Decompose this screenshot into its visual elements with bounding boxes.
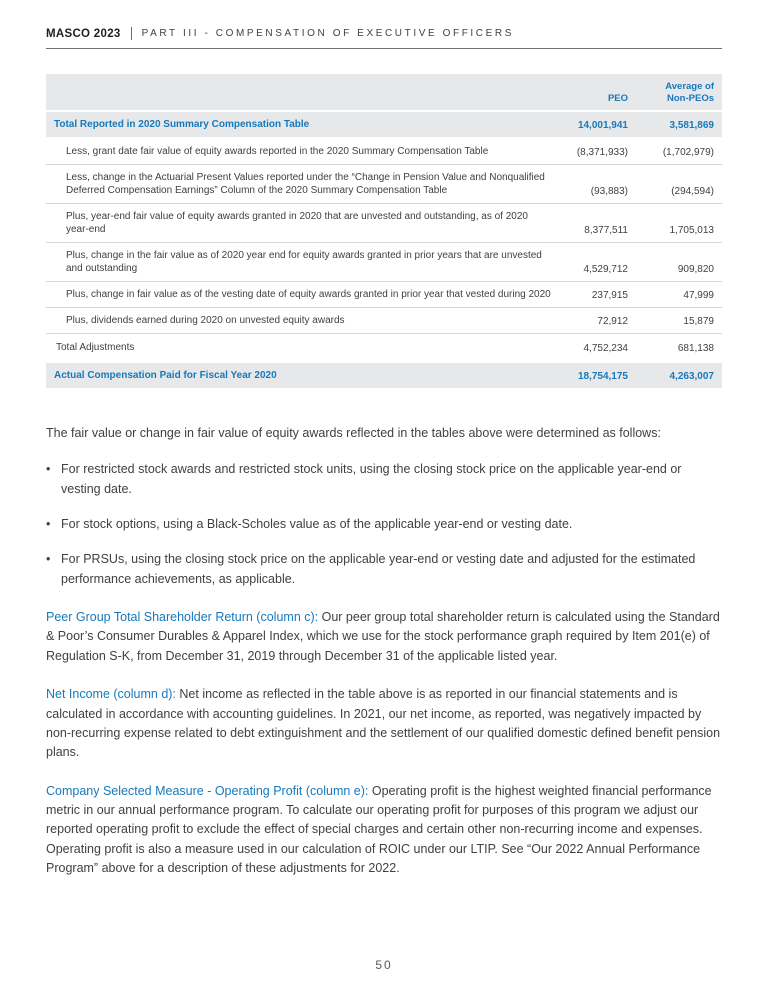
table-row xyxy=(46,307,722,333)
row-label: Total Adjustments xyxy=(46,333,560,362)
column-header-non-peo: Average of Non-PEOs xyxy=(636,74,722,111)
table-header-row xyxy=(46,74,722,111)
running-header xyxy=(46,27,722,49)
brand-text: MASCO 2023 xyxy=(46,27,121,40)
row-label: Plus, dividends earned during 2020 on unvested equity awards xyxy=(46,307,560,333)
bullet-text: For restricted stock awards and restricted stock units, using the closing stock price on the applicable year-end or vesting date. xyxy=(61,462,682,496)
row-peo-value: 4,529,712 xyxy=(560,242,636,281)
row-non-peo-value: 681,138 xyxy=(636,333,722,362)
paragraph-text: Net income as reflected in the table above is as reported in our financial statements and is calculated in accordance with accounting guidelines. In 2021, our net income, as reported, was negatively impacted by non-recurring expense related to debt extinguishment and the settlement of our qualified domestic defined benefit pension plans. xyxy=(46,687,721,760)
row-peo-value: 8,377,511 xyxy=(560,203,636,242)
column-header-blank xyxy=(46,74,560,111)
row-non-peo-value: (294,594) xyxy=(636,164,722,203)
row-non-peo-value: (1,702,979) xyxy=(636,138,722,165)
row-label: Less, grant date fair value of equity awards reported in the 2020 Summary Compensation Table xyxy=(46,138,560,165)
paragraph xyxy=(46,608,722,666)
row-peo-value: 18,754,175 xyxy=(560,362,636,389)
row-label: Plus, change in fair value as of the vesting date of equity awards granted in prior year that vested during 2020 xyxy=(46,281,560,307)
row-non-peo-value: 15,879 xyxy=(636,307,722,333)
column-header-peo: PEO xyxy=(560,74,636,111)
bullet-icon: • xyxy=(46,552,51,567)
bullet-icon: • xyxy=(46,516,51,531)
bullet-icon: • xyxy=(46,462,51,477)
row-peo-value: 4,752,234 xyxy=(560,333,636,362)
paragraph xyxy=(46,685,722,763)
intro-paragraph: The fair value or change in fair value of equity awards reflected in the tables above were determined as follows: xyxy=(46,425,661,440)
paragraph-lead: Peer Group Total Shareholder Return (column c): xyxy=(46,610,319,624)
bullet-text: For PRSUs, using the closing stock price on the applicable year-end or vesting date and adjusted for the estimated performance achievements, as applicable. xyxy=(61,552,696,586)
compensation-table xyxy=(46,74,722,390)
paragraph-lead: Net Income (column d): xyxy=(46,687,176,702)
page-number: 50 xyxy=(375,958,393,972)
row-non-peo-value: 4,263,007 xyxy=(636,362,722,389)
row-non-peo-value: 1,705,013 xyxy=(636,203,722,242)
row-peo-value: 237,915 xyxy=(560,281,636,307)
bullet-text: For stock options, using a Black-Scholes value as of the applicable year-end or vesting date. xyxy=(61,516,573,531)
header-divider xyxy=(131,27,132,40)
table-row xyxy=(46,242,722,281)
paragraph-lead: Company Selected Measure - Operating Profit (column e): xyxy=(46,783,369,798)
row-peo-value: (8,371,933) xyxy=(560,138,636,165)
table-row xyxy=(46,138,722,165)
table-row xyxy=(46,362,722,389)
table-row xyxy=(46,281,722,307)
row-peo-value: (93,883) xyxy=(560,164,636,203)
row-label: Actual Compensation Paid for Fiscal Year 2020 xyxy=(46,362,560,389)
table-row xyxy=(46,111,722,138)
row-peo-value: 14,001,941 xyxy=(560,111,636,138)
page-footer xyxy=(0,956,768,974)
paragraph-text: Our peer group total shareholder return is calculated using the Standard & Poor’s Consumer Durables & Apparel Index, which we use for the stock performance graph required by Item 201(e) of Regulation S-K, from December 31, 2019 through December 31 of the applicable listed year. xyxy=(46,610,720,663)
table-row xyxy=(46,333,722,362)
row-label: Total Reported in 2020 Summary Compensation Table xyxy=(46,111,560,138)
row-label: Less, change in the Actuarial Present Values reported under the “Change in Pension Value and Nonqualified Deferred Compensation Earnings” Column of the 2020 Summary Compensation Table xyxy=(46,164,560,203)
table-row xyxy=(46,164,722,203)
body-copy xyxy=(46,424,722,879)
row-label: Plus, year-end fair value of equity awards granted in 2020 that are unvested and outstanding, as of 2020 year-end xyxy=(46,203,560,242)
bullet-item xyxy=(46,460,722,499)
bullet-item xyxy=(46,515,722,534)
section-title: PART III - COMPENSATION OF EXECUTIVE OFFICERS xyxy=(141,28,514,39)
row-non-peo-value: 3,581,869 xyxy=(636,111,722,138)
row-peo-value: 72,912 xyxy=(560,307,636,333)
table-row xyxy=(46,203,722,242)
row-non-peo-value: 47,999 xyxy=(636,281,722,307)
row-label: Plus, change in the fair value as of 2020 year end for equity awards granted in prior years that are unvested and outstanding xyxy=(46,242,560,281)
bullet-list xyxy=(46,460,722,589)
row-non-peo-value: 909,820 xyxy=(636,242,722,281)
bullet-item xyxy=(46,550,722,589)
paragraph xyxy=(46,782,722,879)
paragraph-text: Operating profit is the highest weighted financial performance metric in our annual performance program. To calculate our operating profit for purposes of this program we adjust our reported operating profit to exclude the effect of special charges and certain other non-recurring income and expenses. Operating profit is also a measure used in our calculation of ROIC under our LTIP. See “Our 2022 Annual Performance Program” above for a description of these adjustments for 2022. xyxy=(46,783,712,876)
